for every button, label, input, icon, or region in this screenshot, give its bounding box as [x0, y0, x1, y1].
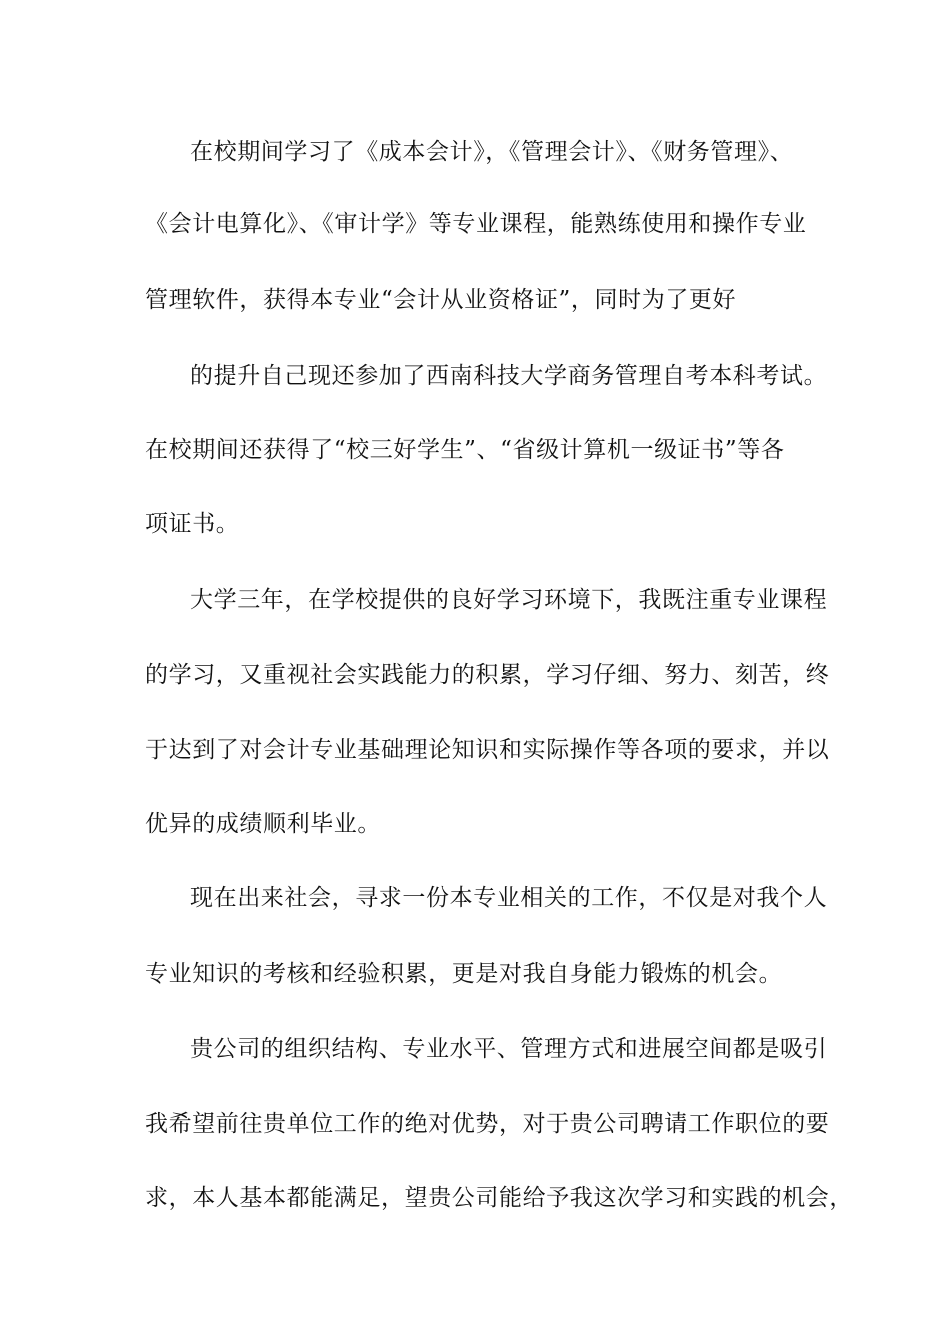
- text-line: 在校期间学习了《成本会计》，《管理会计》、《财务管理》、: [190, 139, 794, 165]
- text-line: 求，本人基本都能满足，望贵公司能给予我这次学习和实践的机会，: [145, 1185, 853, 1211]
- text-line: 项证书。: [145, 511, 240, 537]
- text-line: 大学三年，在学校提供的良好学习环境下，我既注重专业课程: [190, 587, 828, 613]
- text-line: 优异的成绩顺利毕业。: [145, 811, 381, 837]
- text-line: 现在出来社会，寻求一份本专业相关的工作，不仅是对我个人: [190, 885, 828, 911]
- text-line: 我希望前往贵单位工作的绝对优势，对于贵公司聘请工作职位的要: [145, 1111, 830, 1137]
- text-line: 于达到了对会计专业基础理论知识和实际操作等各项的要求，并以: [145, 737, 830, 763]
- text-line: 在校期间还获得了“校三好学生”、“省级计算机一级证书”等各: [145, 437, 785, 463]
- text-line: 管理软件，获得本专业“会计从业资格证”，同时为了更好: [145, 287, 737, 313]
- text-line: 专业知识的考核和经验积累，更是对我自身能力锻炼的机会。: [145, 961, 783, 987]
- text-line: 贵公司的组织结构、专业水平、管理方式和进展空间都是吸引: [190, 1036, 828, 1062]
- text-line: 的学习，又重视社会实践能力的积累，学习仔细、努力、刻苦，终: [145, 662, 830, 688]
- text-line: 的提升自己现还参加了西南科技大学商务管理自考本科考试。: [190, 363, 828, 389]
- text-line: 《会计电算化》、《审计学》等专业课程，能熟练使用和操作专业: [145, 211, 807, 237]
